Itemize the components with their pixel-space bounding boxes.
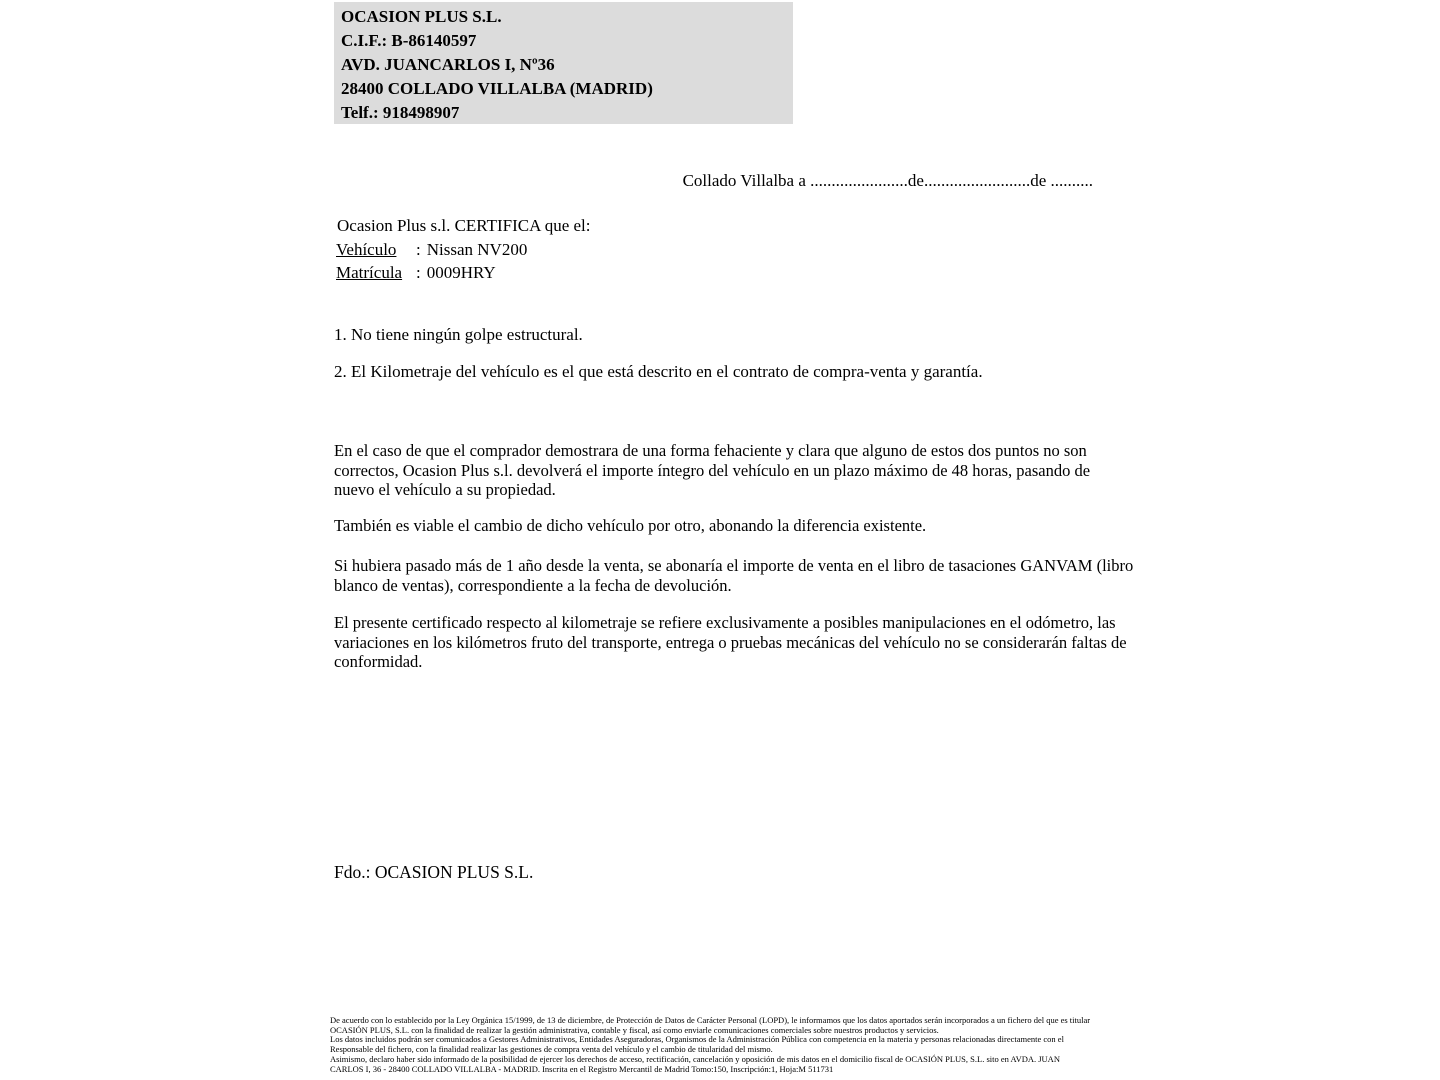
paragraph-ganvam-valuation: Si hubiera pasado más de 1 año desde la venta, se abonaría el importe de venta en el libro de tasaciones GANVAM (libro blanco de ventas), correspondiente a la fecha de devolución.	[334, 556, 1134, 595]
signature-line: Fdo.: OCASION PLUS S.L.	[334, 862, 534, 882]
legal-footer	[330, 1016, 1120, 1074]
paragraph-refund-conditions: En el caso de que el comprador demostrara de una forma fehaciente y clara que alguno de estos dos puntos no son correctos, Ocasion Plus s.l. devolverá el importe íntegro del vehículo en un plazo máximo de 48 horas, pasando de nuevo el vehículo a su propiedad.	[334, 441, 1091, 499]
certificate-block	[336, 214, 591, 285]
plate-field-label: Matrícula	[336, 263, 403, 282]
company-cif: C.I.F.: B-86140597	[341, 31, 477, 50]
legal-footer-line: De acuerdo con lo establecido por la Ley Orgánica 15/1999, de 13 de diciembre, de Protección de Datos de Carácter Personal (LOPD), le informamos que los datos aportados serán incorporados a un fichero del que es titular	[330, 1015, 1091, 1025]
legal-footer-line: CARLOS I, 36 - 28400 COLLADO VILLALBA - MADRID. Inscrita en el Registro Mercantil de Madrid Tomo:150, Inscripción:1, Hoja:M 511731	[330, 1063, 834, 1074]
vehicle-field-label: Vehículo	[336, 239, 397, 259]
legal-footer-line: OCASIÓN PLUS, S.L. con la finalidad de realizar la gestión administrativa, contable y fiscal, así como enviarle comunicaciones comerciales sobre nuestros productos y servicios.	[330, 1024, 939, 1035]
plate-field-value: 0009HRY	[426, 263, 496, 282]
certified-point-1: 1. No tiene ningún golpe estructural.	[334, 325, 583, 344]
company-city: 28400 COLLADO VILLALBA (MADRID)	[341, 79, 653, 98]
company-name: OCASION PLUS S.L.	[341, 7, 502, 26]
legal-footer-line: Responsable del fichero, con la finalidad realizar las gestiones de compra venta del vehículo y el cambio de titularidad del mismo.	[330, 1044, 773, 1055]
certified-point-2: 2. El Kilometraje del vehículo es el que está descrito en el contrato de compra-venta y garantía.	[334, 362, 983, 381]
date-fill-in-line: Collado Villalba a .......................de.........................de ..........	[682, 171, 1093, 190]
plate-field-row	[336, 261, 591, 285]
legal-footer-line: Asimismo, declaro haber sido informado de la posibilidad de ejercer los derechos de acceso, rectificación, cancelación y oposición de mis datos en el domicilio fiscal de OCASIÓN PLUS, S.L. sito en AVDA. JUAN	[330, 1053, 1060, 1064]
vehicle-field-separator: :	[416, 239, 421, 259]
plate-field-separator: :	[416, 263, 421, 282]
paragraph-odometer-disclaimer: El presente certificado respecto al kilometraje se refiere exclusivamente a posibles manipulaciones en el odómetro, las variaciones en los kilómetros fruto del transporte, entrega o pruebas mecánicas del vehículo no se considerarán faltas de conformidad.	[334, 613, 1127, 671]
company-phone: Telf.: 918498907	[341, 103, 460, 122]
vehicle-field-row	[336, 238, 591, 262]
paragraph-exchange-option: También es viable el cambio de dicho vehículo por otro, abonando la diferencia existente.	[334, 516, 927, 535]
legal-footer-line: Los datos incluidos podrán ser comunicados a Gestores Administrativos, Entidades Aseguradoras, Organismos de la Administración Pública con competencia en la materia y personas relacionadas directamente con el	[330, 1034, 1064, 1045]
company-address: AVD. JUANCARLOS I, Nº36	[341, 55, 555, 74]
vehicle-field-value: Nissan NV200	[426, 239, 528, 259]
company-header-block	[334, 2, 793, 124]
certificate-intro: Ocasion Plus s.l. CERTIFICA que el:	[337, 216, 591, 235]
